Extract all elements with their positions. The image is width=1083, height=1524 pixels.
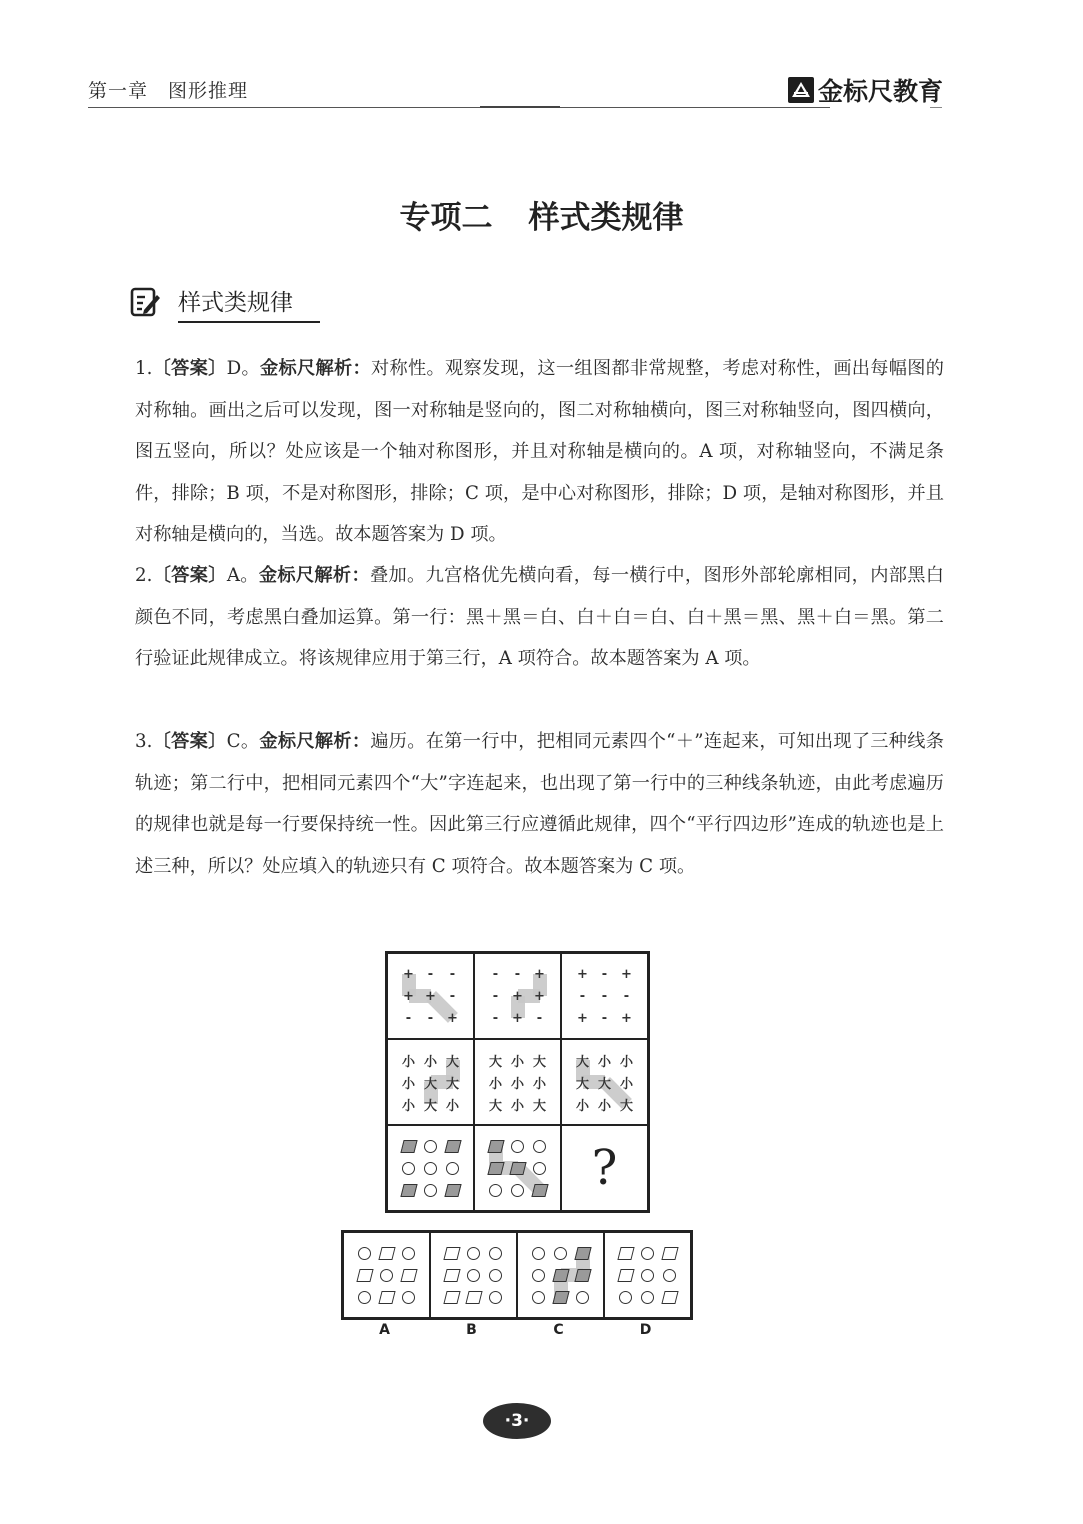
circle-shape xyxy=(638,1265,658,1285)
symbol-matrix xyxy=(486,1136,550,1200)
circle-shape xyxy=(421,1136,441,1156)
symbol-matrix xyxy=(486,1050,550,1114)
puzzle-cell-r1-c1 xyxy=(387,953,474,1039)
parallelogram-shape xyxy=(399,1180,419,1200)
minus-symbol: - xyxy=(579,988,586,1004)
circle-shape xyxy=(464,1265,484,1285)
circle-shape xyxy=(377,1265,397,1285)
circle-shape xyxy=(443,1158,463,1178)
analysis-text: 叠加。九宫格优先横向看，每一横行中，图形外部轮廓相同，内部黑白颜色不同，考虑黑白叠加运算。第一行：黑＋黑＝白、白＋白＝白、白＋黑＝黑、黑＋白＝黑。第二行验证此规律成立。将该规律应用于第三行，A 项符合。故本题答案为 A 项。 xyxy=(135,565,944,669)
option-c xyxy=(517,1232,604,1318)
question-mark: ? xyxy=(591,1140,618,1196)
circle-shape xyxy=(529,1287,549,1307)
circle-shape xyxy=(529,1265,549,1285)
section-underline xyxy=(178,321,320,323)
parallelogram-shape xyxy=(443,1136,463,1156)
character-symbol: 小 xyxy=(510,1076,524,1092)
character-symbol: 小 xyxy=(510,1098,524,1114)
minus-symbol: - xyxy=(601,988,608,1004)
circle-shape xyxy=(508,1136,528,1156)
minus-symbol: - xyxy=(427,1010,434,1026)
minus-symbol: - xyxy=(514,966,521,982)
section-label: 样式类规律 xyxy=(178,290,293,316)
character-symbol: 大 xyxy=(575,1054,589,1070)
circle-shape xyxy=(355,1243,375,1263)
character-symbol: 小 xyxy=(401,1076,415,1092)
circle-shape xyxy=(486,1287,506,1307)
circle-shape xyxy=(464,1243,484,1263)
plus-symbol: + xyxy=(621,1010,632,1026)
symbol-matrix xyxy=(355,1243,419,1307)
circle-shape xyxy=(660,1265,680,1285)
parallelogram-shape xyxy=(551,1287,571,1307)
minus-symbol: - xyxy=(623,988,630,1004)
parallelogram-shape xyxy=(551,1265,571,1285)
parallelogram-shape xyxy=(355,1265,375,1285)
option-d xyxy=(604,1232,691,1318)
circle-shape xyxy=(486,1265,506,1285)
title-part-2: 样式类规律 xyxy=(528,200,684,236)
answer-number: 1. xyxy=(135,358,153,379)
character-symbol: 大 xyxy=(445,1054,459,1070)
minus-symbol: - xyxy=(492,966,499,982)
symbol-matrix xyxy=(529,1243,593,1307)
symbol-matrix xyxy=(399,1136,463,1200)
circle-shape xyxy=(486,1180,506,1200)
character-symbol: 小 xyxy=(423,1054,437,1070)
puzzle-cell-r3-c1 xyxy=(387,1125,474,1211)
parallelogram-shape xyxy=(573,1265,593,1285)
circle-shape xyxy=(530,1136,550,1156)
minus-symbol: - xyxy=(492,988,499,1004)
character-symbol: 大 xyxy=(532,1098,546,1114)
parallelogram-shape xyxy=(377,1243,397,1263)
answer-1 xyxy=(89,348,944,556)
character-symbol: 大 xyxy=(488,1098,502,1114)
circle-shape xyxy=(530,1158,550,1178)
character-symbol: 小 xyxy=(401,1098,415,1114)
character-symbol: 大 xyxy=(488,1054,502,1070)
answer-2 xyxy=(89,555,944,680)
analysis-text: 遍历。在第一行中，把相同元素四个“＋”连起来，可知出现了三种线条轨迹；第二行中，把相同元素四个“大”字连起来，也出现了第一行中的三种线条轨迹，由此考虑遍历的规律也就是每一行要保持统一性。因此第三行应遵循此规律，四个“平行四边形”连成的轨迹也是上述三种，所以？处应填入的轨迹只有 C 项符合。故本题答案为 C 项。 xyxy=(135,731,944,877)
circle-shape xyxy=(638,1287,658,1307)
answer-letter: A。 xyxy=(226,565,259,586)
plus-symbol: + xyxy=(403,966,414,982)
parallelogram-shape xyxy=(508,1158,528,1178)
symbol-matrix xyxy=(573,1050,637,1114)
parallelogram-shape xyxy=(399,1265,419,1285)
minus-symbol: - xyxy=(427,966,434,982)
plus-symbol: + xyxy=(534,966,545,982)
character-symbol: 大 xyxy=(423,1076,437,1092)
chapter-title: 第一章 图形推理 xyxy=(88,80,249,102)
plus-symbol: + xyxy=(403,988,414,1004)
edit-note-icon xyxy=(130,286,162,322)
analysis-label: 金标尺解析： xyxy=(259,731,371,752)
header-divider-tail xyxy=(930,107,942,108)
plus-symbol: + xyxy=(577,1010,588,1026)
character-symbol: 大 xyxy=(619,1098,633,1114)
analysis-text: 对称性。观察发现，这一组图都非常规整，考虑对称性，画出每幅图的对称轴。画出之后可以发现，图一对称轴是竖向的，图二对称轴横向，图三对称轴竖向，图四横向，图五竖向，所以？处应该是一个轴对称图形，并且对称轴是横向的。A 项，对称轴竖向，不满足条件，排除；B 项，不是对称图形，排除；C 项，是中心对称图形，排除；D 项，是轴对称图形，并且对称轴是横向的，当选。故本题答案为 D 项。 xyxy=(135,358,944,545)
character-symbol: 大 xyxy=(575,1076,589,1092)
option-labels xyxy=(341,1322,689,1338)
answer-3 xyxy=(89,721,944,887)
puzzle-cell-r1-c3 xyxy=(561,953,648,1039)
option-label-c: C xyxy=(553,1322,564,1338)
symbol-matrix xyxy=(486,964,550,1028)
answer-tag: 〔答案〕 xyxy=(152,358,227,379)
circle-shape xyxy=(616,1287,636,1307)
symbol-matrix xyxy=(573,964,637,1028)
character-symbol: 小 xyxy=(488,1076,502,1092)
circle-shape xyxy=(421,1158,441,1178)
character-symbol: 小 xyxy=(510,1054,524,1070)
plus-symbol: + xyxy=(621,966,632,982)
option-label-d: D xyxy=(639,1322,652,1338)
puzzle-cell-r3-c3 xyxy=(561,1125,648,1211)
parallelogram-shape xyxy=(660,1243,680,1263)
plus-symbol: + xyxy=(512,1010,523,1026)
character-symbol: 大 xyxy=(423,1098,437,1114)
symbol-matrix xyxy=(616,1243,680,1307)
answer-number: 3. xyxy=(135,731,153,752)
circle-shape xyxy=(399,1158,419,1178)
plus-symbol: + xyxy=(447,1010,458,1026)
parallelogram-shape xyxy=(616,1243,636,1263)
circle-shape xyxy=(573,1287,593,1307)
triangle-logo-icon xyxy=(788,77,814,103)
symbol-matrix xyxy=(399,1050,463,1114)
symbol-matrix xyxy=(442,1243,506,1307)
character-symbol: 小 xyxy=(445,1098,459,1114)
parallelogram-shape xyxy=(442,1243,462,1263)
parallelogram-shape xyxy=(573,1243,593,1263)
character-symbol: 小 xyxy=(619,1054,633,1070)
puzzle-cell-r1-c2 xyxy=(474,953,561,1039)
character-symbol: 小 xyxy=(532,1076,546,1092)
circle-shape xyxy=(638,1243,658,1263)
parallelogram-shape xyxy=(660,1287,680,1307)
circle-shape xyxy=(529,1243,549,1263)
parallelogram-shape xyxy=(399,1136,419,1156)
analysis-label: 金标尺解析： xyxy=(258,565,370,586)
puzzle-cell-r2-c3 xyxy=(561,1039,648,1125)
circle-shape xyxy=(508,1180,528,1200)
circle-shape xyxy=(421,1180,441,1200)
parallelogram-shape xyxy=(442,1287,462,1307)
option-a xyxy=(343,1232,430,1318)
character-symbol: 小 xyxy=(619,1076,633,1092)
header-divider-accent xyxy=(480,106,560,108)
option-label-a: A xyxy=(379,1322,390,1338)
puzzle-grid xyxy=(385,951,650,1213)
parallelogram-shape xyxy=(616,1265,636,1285)
option-b xyxy=(430,1232,517,1318)
puzzle-cell-r2-c1 xyxy=(387,1039,474,1125)
parallelogram-shape xyxy=(443,1180,463,1200)
answer-letter: C。 xyxy=(226,731,260,752)
character-symbol: 小 xyxy=(575,1098,589,1114)
title-part-1: 专项二 xyxy=(399,200,493,236)
plus-symbol: + xyxy=(577,966,588,982)
parallelogram-shape xyxy=(530,1180,550,1200)
circle-shape xyxy=(399,1287,419,1307)
page-number: ·3· xyxy=(483,1403,551,1439)
header-divider xyxy=(88,107,830,108)
answer-tag: 〔答案〕 xyxy=(152,731,227,752)
minus-symbol: - xyxy=(405,1010,412,1026)
plus-symbol: + xyxy=(534,988,545,1004)
character-symbol: 小 xyxy=(597,1098,611,1114)
page-title xyxy=(0,192,1083,237)
parallelogram-shape xyxy=(486,1158,506,1178)
character-symbol: 大 xyxy=(597,1076,611,1092)
minus-symbol: - xyxy=(536,1010,543,1026)
character-symbol: 大 xyxy=(532,1054,546,1070)
minus-symbol: - xyxy=(492,1010,499,1026)
brand-name: 金标尺教育 xyxy=(817,77,943,106)
character-symbol: 小 xyxy=(597,1054,611,1070)
answer-tag: 〔答案〕 xyxy=(152,565,227,586)
option-label-b: B xyxy=(466,1322,477,1338)
character-symbol: 小 xyxy=(401,1054,415,1070)
puzzle-cell-r3-c2 xyxy=(474,1125,561,1211)
brand xyxy=(788,72,943,108)
character-symbol: 大 xyxy=(445,1076,459,1092)
minus-symbol: - xyxy=(601,1010,608,1026)
answer-letter: D。 xyxy=(226,358,261,379)
circle-shape xyxy=(355,1287,375,1307)
parallelogram-shape xyxy=(442,1265,462,1285)
parallelogram-shape xyxy=(464,1287,484,1307)
circle-shape xyxy=(486,1243,506,1263)
plus-symbol: + xyxy=(425,988,436,1004)
answer-number: 2. xyxy=(135,565,153,586)
minus-symbol: - xyxy=(449,988,456,1004)
puzzle-cell-r2-c2 xyxy=(474,1039,561,1125)
minus-symbol: - xyxy=(601,966,608,982)
circle-shape xyxy=(551,1243,571,1263)
parallelogram-shape xyxy=(377,1287,397,1307)
circle-shape xyxy=(399,1243,419,1263)
symbol-matrix xyxy=(399,964,463,1028)
analysis-label: 金标尺解析： xyxy=(260,358,371,379)
answer-options xyxy=(341,1230,693,1320)
parallelogram-shape xyxy=(486,1136,506,1156)
plus-symbol: + xyxy=(512,988,523,1004)
minus-symbol: - xyxy=(449,966,456,982)
